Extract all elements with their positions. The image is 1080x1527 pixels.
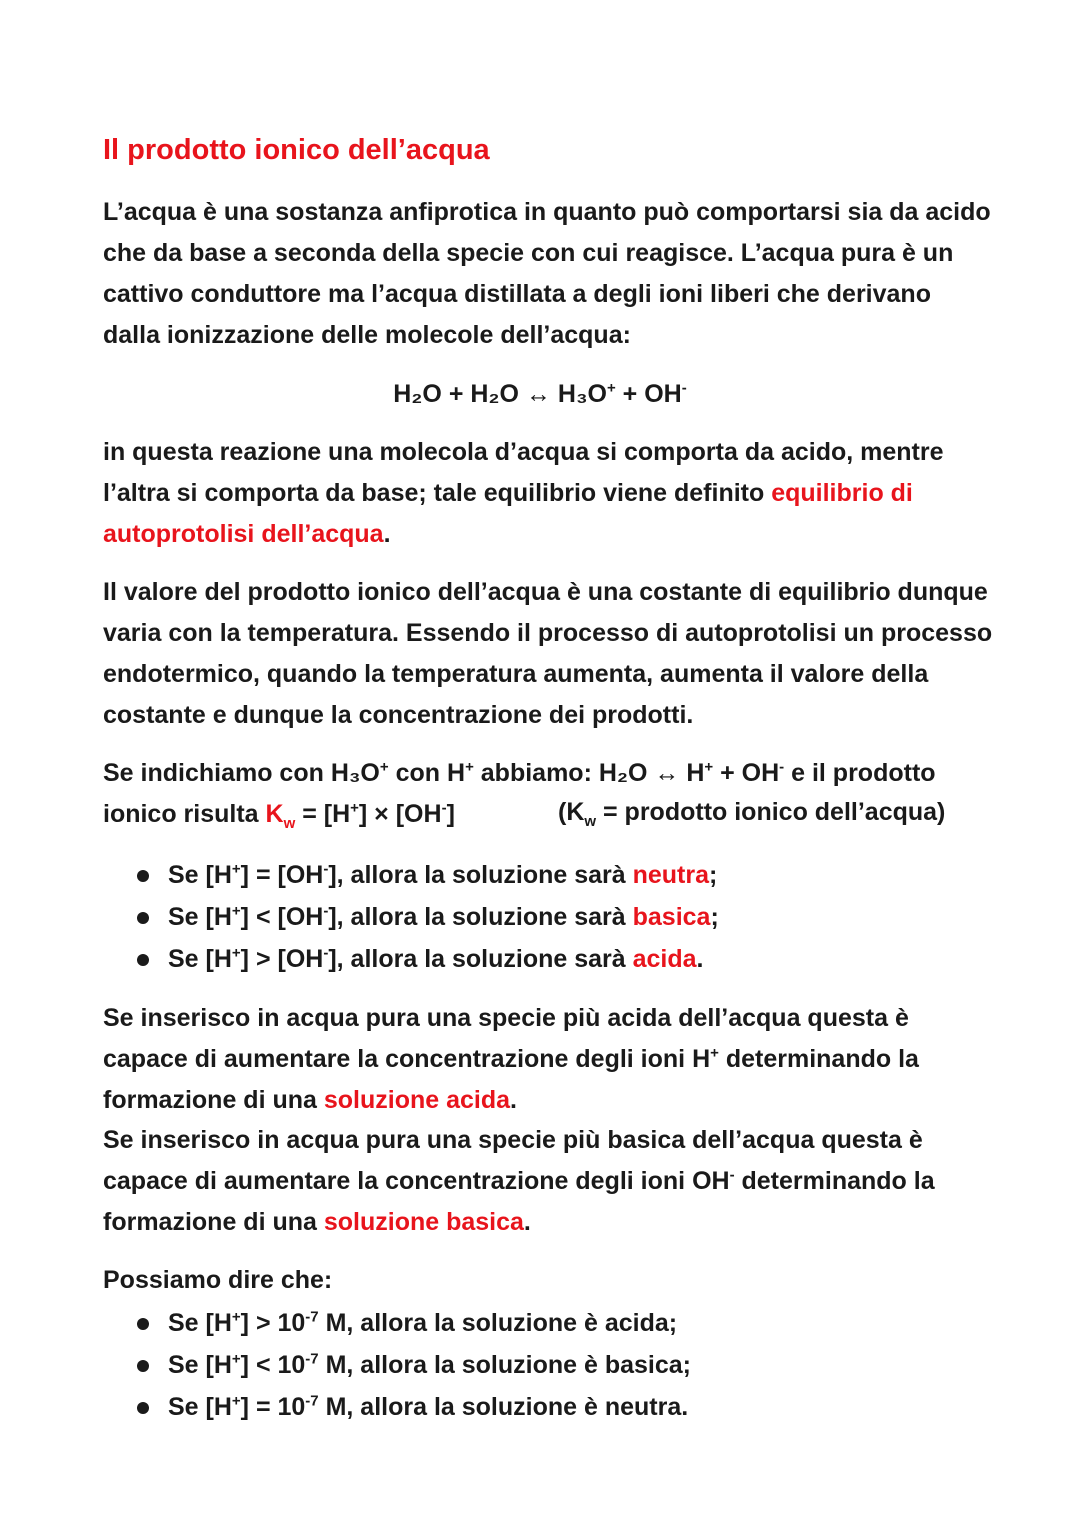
- p4-b: con H: [388, 759, 466, 787]
- note-a: (K: [558, 798, 585, 826]
- p4-sup-3: +: [704, 758, 714, 776]
- p6-sup: -: [729, 1166, 735, 1184]
- p4-sup-2: +: [465, 758, 474, 776]
- p5-end: .: [510, 1086, 517, 1114]
- c1-post: M, allora la soluzione è acida;: [318, 1309, 678, 1337]
- note-sub: w: [584, 813, 597, 830]
- b1-red: neutra: [632, 861, 710, 889]
- p2-text: in questa reazione una molecola d’acqua si comporta da acido, mentre l’altra si comporta da base; tale equilibrio viene definito: [103, 438, 944, 507]
- kw-symbol: [265, 800, 296, 832]
- c2-pre: Se [H: [168, 1351, 232, 1379]
- p4-a: Se indichiamo con H₃O: [103, 759, 380, 787]
- c1-sup: +: [231, 1308, 241, 1326]
- c2-sup: +: [231, 1350, 241, 1368]
- p4-g: ] × [OH: [358, 800, 442, 828]
- p4-sup-4: -: [779, 758, 785, 776]
- c3-mid: ] = 10: [240, 1393, 306, 1421]
- b1-mid: ] = [OH: [240, 861, 324, 889]
- eq-h2o: H₂O: [393, 380, 442, 408]
- eq-plus: +: [448, 380, 464, 408]
- eq-h3o: H₃O: [557, 380, 607, 408]
- kw-definition-note: [558, 792, 945, 833]
- list-item: [137, 1386, 691, 1428]
- p4-sup-1: +: [379, 758, 389, 776]
- b1-post: ], allora la soluzione sarà: [328, 861, 633, 889]
- p6-red: soluzione basica: [323, 1208, 524, 1236]
- page-title: Il prodotto ionico dell’acqua: [103, 134, 490, 166]
- bullet-list-comparisons: [137, 854, 719, 980]
- eq-oh-charge: -: [681, 379, 687, 397]
- b3-post: ], allora la soluzione sarà: [328, 945, 633, 973]
- b2-mid: ] < [OH: [240, 903, 324, 931]
- eq-oh: OH: [644, 380, 682, 408]
- c2-mid: ] < 10: [240, 1351, 306, 1379]
- p6-b: determinando la formazione di una: [103, 1167, 935, 1236]
- b1-pre: Se [H: [168, 861, 232, 889]
- p4-f: = [H: [295, 800, 351, 828]
- b2-end: ;: [710, 903, 719, 931]
- eq-arrow: ↔: [525, 380, 551, 408]
- kw-subscript: w: [283, 815, 296, 832]
- b2-pre: Se [H: [168, 903, 232, 931]
- c3-exp: -7: [305, 1392, 319, 1410]
- b3-sup2: -: [323, 944, 329, 962]
- p5-sup: +: [710, 1044, 719, 1062]
- autoprotolysis-equation: [0, 374, 1080, 414]
- list-item: [137, 854, 719, 896]
- b2-red: basica: [632, 903, 711, 931]
- c3-pre: Se [H: [168, 1393, 232, 1421]
- b2-sup2: -: [323, 902, 329, 920]
- list-item: [137, 938, 719, 980]
- paragraph-acid-solution: [103, 998, 993, 1121]
- p2-highlight: equilibrio di autoprotolisi dell’acqua: [103, 479, 913, 548]
- kw-letter: K: [265, 800, 284, 828]
- paragraph-autoprotolysis: [103, 432, 993, 555]
- p5-a: Se inserisco in acqua pura una specie più acida dell’acqua questa è capace di aumentare la concentrazione degli ioni H: [103, 1004, 909, 1073]
- b3-red: acida: [632, 945, 697, 973]
- b1-end: ;: [709, 861, 718, 889]
- eq-plus-2: +: [622, 380, 638, 408]
- list-item: [137, 1302, 691, 1344]
- p4-c: abbiamo: H₂O ↔ H: [473, 759, 705, 787]
- c2-exp: -7: [305, 1350, 319, 1368]
- c1-exp: -7: [305, 1308, 319, 1326]
- p4-sup-6: -: [441, 799, 447, 817]
- c3-post: M, allora la soluzione è neutra.: [318, 1393, 689, 1421]
- note-b: = prodotto ionico dell’acqua): [596, 798, 946, 826]
- b2-sup: +: [231, 902, 241, 920]
- p4-h: ]: [446, 800, 455, 828]
- paragraph-basic-solution: [103, 1120, 993, 1243]
- b3-end: .: [696, 945, 704, 973]
- c2-post: M, allora la soluzione è basica;: [318, 1351, 691, 1379]
- b3-mid: ] > [OH: [240, 945, 324, 973]
- p6-end: .: [523, 1208, 531, 1236]
- c3-sup: +: [231, 1392, 241, 1410]
- c1-pre: Se [H: [168, 1309, 232, 1337]
- b1-sup: +: [231, 860, 241, 878]
- eq-h2o-2: H₂O: [470, 380, 519, 408]
- p4-e: e il prodotto ionico risulta: [103, 759, 936, 828]
- p6-a: Se inserisco in acqua pura una specie più basica dell’acqua questa è capace di aumentare la concentrazione degli ioni OH: [103, 1126, 923, 1195]
- b2-post: ], allora la soluzione sarà: [328, 903, 633, 931]
- paragraph-intro: L’acqua è una sostanza anfiprotica in quanto può comportarsi sia da acido che da base a seconda della specie con cui reagisce. L’acqua pura è un cattivo conduttore ma l’acqua distillata a degli ioni liberi che derivano dalla ionizzazione delle molecole dell’acqua:: [103, 198, 991, 349]
- b3-pre: Se [H: [168, 945, 232, 973]
- paragraph-temperature: Il valore del prodotto ionico dell’acqua è una costante di equilibrio dunque varia con la temperatura. Essendo il processo di autoprotolisi un processo endotermico, quando la temperatura aumenta, aumenta il valore della costante e dunque la concentrazione dei prodotti.: [103, 578, 993, 729]
- list-item: [137, 896, 719, 938]
- p5-b: determinando la formazione di una: [103, 1045, 919, 1114]
- paragraph-conclusion-intro: Possiamo dire che:: [103, 1266, 333, 1294]
- p2-end: .: [383, 520, 391, 548]
- c1-mid: ] > 10: [240, 1309, 306, 1337]
- bullet-list-concentrations: [137, 1302, 691, 1428]
- b3-sup: +: [231, 944, 241, 962]
- eq-h3o-charge: +: [606, 379, 616, 397]
- b1-sup2: -: [323, 860, 329, 878]
- p5-red: soluzione acida: [323, 1086, 511, 1114]
- p4-sup-5: +: [350, 799, 359, 817]
- p4-d: + OH: [713, 759, 780, 787]
- list-item: [137, 1344, 691, 1386]
